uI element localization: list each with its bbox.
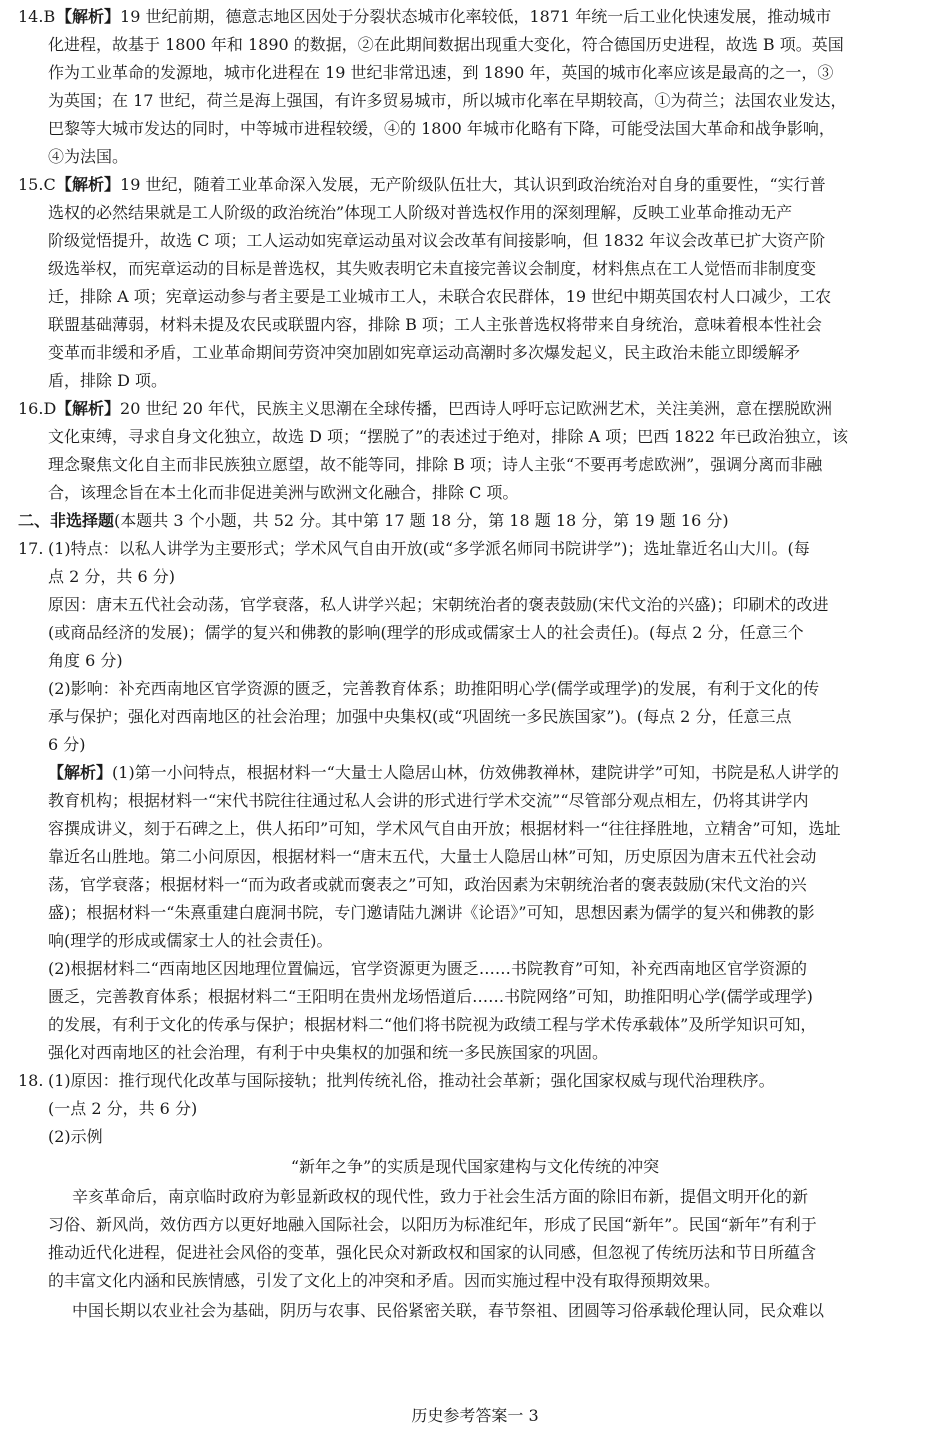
line-15-3 bbox=[0, 226, 950, 256]
line-18-2 bbox=[0, 1094, 950, 1124]
line-17-9 bbox=[0, 758, 950, 788]
line-text: 【解析】(1)第一小问特点，根据材料一“大量士人隐居山林，仿效佛教禅林，建院讲学”可知，书院是私人讲学的 bbox=[48, 763, 840, 782]
line-text: (1)原因：推行现代化改革与国际接轨；批判传统礼俗，推动社会革新；强化国家权威与现代治理秩序。 bbox=[48, 1071, 775, 1090]
line-text: 习俗、新风尚，效仿西方以更好地融入国际社会，以阳历为标准纪年，形成了民国“新年”。民国“新年”有利于 bbox=[48, 1215, 817, 1234]
line-17-8 bbox=[0, 730, 950, 760]
analysis-label: 【解析】 bbox=[56, 175, 121, 194]
line-17-2 bbox=[0, 562, 950, 592]
line-text: 点 2 分，共 6 分) bbox=[48, 567, 175, 586]
line-text: 变革而非缓和矛盾，工业革命期间劳资冲突加剧如宪章运动高潮时多次爆发起义，民主政治未能立即缓解矛 bbox=[48, 343, 801, 362]
line-text: 推动近代化进程，促进社会风俗的变革，强化民众对新政权和国家的认同感，但忽视了传统历法和节日所蕴含 bbox=[48, 1243, 817, 1262]
line-18-3 bbox=[0, 1122, 950, 1152]
line-text: 匮乏，完善教育体系；根据材料二“王阳明在贵州龙场悟道后……书院网络”可知，助推阳明心学(儒学或理学) bbox=[48, 987, 813, 1006]
line-17-10 bbox=[0, 786, 950, 816]
essay-title-text: “新年之争”的实质是现代国家建构与文化传统的冲突 bbox=[290, 1157, 660, 1176]
question-number: 18. bbox=[18, 1071, 44, 1090]
line-text: 辛亥革命后，南京临时政府为彰显新政权的现代性，致力于社会生活方面的除旧布新，提倡文明开化的新 bbox=[72, 1187, 809, 1206]
line-text: (或商品经济的发展)；儒学的复兴和佛教的影响(理学的形成或儒家士人的社会责任)。(每点 2 分，任意三个 bbox=[48, 623, 804, 642]
analysis-label: 【解析】 bbox=[48, 763, 113, 782]
line-text: (1)特点：以私人讲学为主要形式；学术风气自由开放(或“多学派名师同书院讲学”)；选址靠近名山大川。(每 bbox=[48, 539, 810, 558]
analysis-label: 【解析】 bbox=[56, 7, 121, 26]
line-17-14 bbox=[0, 898, 950, 928]
line-text: 阶级觉悟提升，故选 C 项；工人运动如宪章运动虽对议会改革有间接影响，但 1832 年议会改革已扩大资产阶 bbox=[48, 231, 826, 250]
line-text: 为英国；在 17 世纪，荷兰是海上强国，有许多贸易城市，所以城市化率在早期较高，①为荷兰；法国农业发达， bbox=[48, 91, 847, 110]
line-text: 化进程，故基于 1800 年和 1890 的数据，②在此期间数据出现重大变化，符合德国历史进程，故选 B 项。英国 bbox=[48, 35, 844, 54]
line-18-8 bbox=[0, 1266, 950, 1296]
line-15-4 bbox=[0, 254, 950, 284]
line-text: 荡，官学衰落；根据材料一“而为政者或就而褒表之”可知，政治因素为宋朝统治者的褒表鼓励(宋代文治的兴 bbox=[48, 875, 807, 894]
line-16-3 bbox=[0, 450, 950, 480]
line-17-5 bbox=[0, 646, 950, 676]
line-text: 二、非选择题(本题共 3 个小题，共 52 分。其中第 17 题 18 分，第 18 题 18 分，第 19 题 16 分) bbox=[18, 511, 729, 530]
line-18-1 bbox=[0, 1066, 950, 1096]
line-text: 【解析】20 世纪 20 年代，民族主义思潮在全球传播，巴西诗人呼吁忘记欧洲艺术，关注美洲，意在摆脱欧洲 bbox=[56, 399, 832, 418]
line-17-3 bbox=[0, 590, 950, 620]
line-17-12 bbox=[0, 842, 950, 872]
line-text: 强化对西南地区的社会治理，有利于中央集权的加强和统一多民族国家的巩固。 bbox=[48, 1043, 609, 1062]
line-text: 级选举权，而宪章运动的目标是普选权，其失败表明它未直接完善议会制度，材料焦点在工人觉悟而非制度变 bbox=[48, 259, 817, 278]
line-15-8 bbox=[0, 366, 950, 396]
essay-title bbox=[0, 1152, 950, 1182]
line-text: 容撰成讲义，刻于石碑之上，供人拓印”可知，学术风气自由开放；根据材料一“往往择胜地，立精舍”可知，选址 bbox=[48, 819, 841, 838]
line-18-7 bbox=[0, 1238, 950, 1268]
line-text: 【解析】19 世纪前期，德意志地区因处于分裂状态城市化率较低，1871 年统一后工业化快速发展，推动城市 bbox=[56, 7, 832, 26]
question-number: 15.C bbox=[18, 175, 56, 194]
line-text: 作为工业革命的发源地，城市化进程在 19 世纪非常迅速，到 1890 年，英国的城市化率应该是最高的之一，③ bbox=[48, 63, 834, 82]
question-number: 16.D bbox=[18, 399, 57, 418]
line-14-6 bbox=[0, 142, 950, 172]
line-15-7 bbox=[0, 338, 950, 368]
line-text: (2)示例 bbox=[48, 1127, 103, 1146]
line-text: (2)根据材料二“西南地区因地理位置偏远，官学资源更为匮乏……书院教育”可知，补充西南地区官学资源的 bbox=[48, 959, 808, 978]
question-number: 17. bbox=[18, 539, 44, 558]
line-text: 承与保护；强化对西南地区的社会治理；加强中央集权(或“巩固统一多民族国家”)。(每点 2 分，任意三点 bbox=[48, 707, 792, 726]
line-text: 合，该理念旨在本土化而非促进美洲与欧洲文化融合，排除 C 项。 bbox=[48, 483, 519, 502]
line-17-18 bbox=[0, 1010, 950, 1040]
line-text: ④为法国。 bbox=[48, 147, 129, 166]
line-text: 的发展，有利于文化的传承与保护；根据材料二“他们将书院视为政绩工程与学术传承载体”及所学知识可知， bbox=[48, 1015, 817, 1034]
line-15-5 bbox=[0, 282, 950, 312]
analysis-label: 【解析】 bbox=[56, 399, 121, 418]
line-18-9 bbox=[0, 1296, 950, 1326]
line-17-17 bbox=[0, 982, 950, 1012]
line-14-3 bbox=[0, 58, 950, 88]
line-17-15 bbox=[0, 926, 950, 956]
line-18-5 bbox=[0, 1182, 950, 1212]
line-text: 迁，排除 A 项；宪章运动参与者主要是工业城市工人，未联合农民群体，19 世纪中期英国农村人口减少，工农 bbox=[48, 287, 832, 306]
line-17-19 bbox=[0, 1038, 950, 1068]
question-number: 14.B bbox=[18, 7, 56, 26]
line-text: 联盟基础薄弱，材料未提及农民或联盟内容，排除 B 项；工人主张普选权将带来自身统治，意味着根本性社会 bbox=[48, 315, 822, 334]
line-text: 靠近名山胜地。第二小问原因，根据材料一“唐末五代，大量士人隐居山林”可知，历史原因为唐末五代社会动 bbox=[48, 847, 817, 866]
line-text: 选权的必然结果就是工人阶级的政治统治”体现工人阶级对普选权作用的深刻理解，反映工业革命推动无产 bbox=[48, 203, 793, 222]
line-17-11 bbox=[0, 814, 950, 844]
line-17-4 bbox=[0, 618, 950, 648]
line-15-2 bbox=[0, 198, 950, 228]
line-text: 响(理学的形成或儒家士人的社会责任)。 bbox=[48, 931, 333, 950]
line-15-6 bbox=[0, 310, 950, 340]
line-16-2 bbox=[0, 422, 950, 452]
line-16-4 bbox=[0, 478, 950, 508]
line-text: 理念聚焦文化自主而非民族独立愿望，故不能等同，排除 B 项；诗人主张“不要再考虑欧洲”，强调分离而非融 bbox=[48, 455, 823, 474]
line-text: 的丰富文化内涵和民族情感，引发了文化上的冲突和矛盾。因而实施过程中没有取得预期效果。 bbox=[48, 1271, 721, 1290]
line-15-1 bbox=[0, 170, 950, 200]
line-text: 文化束缚，寻求自身文化独立，故选 D 项；“摆脱了”的表述过于绝对，排除 A 项；巴西 1822 年已政治独立，该 bbox=[48, 427, 848, 446]
line-17-13 bbox=[0, 870, 950, 900]
line-14-5 bbox=[0, 114, 950, 144]
line-text: 角度 6 分) bbox=[48, 651, 123, 670]
page-footer: 历史参考答案一 3 bbox=[411, 1406, 539, 1425]
line-text: 盾，排除 D 项。 bbox=[48, 371, 168, 390]
line-text: 中国长期以农业社会为基础，阴历与农事、民俗紧密关联，春节祭祖、团圆等习俗承载伦理认同，民众难以 bbox=[72, 1301, 825, 1320]
line-14-4 bbox=[0, 86, 950, 116]
section-heading bbox=[0, 506, 950, 536]
section-title: 二、非选择题 bbox=[18, 511, 115, 530]
line-text: 盛)；根据材料一“朱熹重建白鹿洞书院，专门邀请陆九渊讲《论语》”可知，思想因素为儒学的复兴和佛教的影 bbox=[48, 903, 815, 922]
line-17-7 bbox=[0, 702, 950, 732]
line-17-16 bbox=[0, 954, 950, 984]
line-text: 6 分) bbox=[48, 735, 86, 754]
line-17-1 bbox=[0, 534, 950, 564]
line-14-2 bbox=[0, 30, 950, 60]
line-text: (2)影响：补充西南地区官学资源的匮乏，完善教育体系；助推阳明心学(儒学或理学)的发展，有利于文化的传 bbox=[48, 679, 820, 698]
line-16-1 bbox=[0, 394, 950, 424]
line-text: 巴黎等大城市发达的同时，中等城市进程较缓，④的 1800 年城市化略有下降，可能受法国大革命和战争影响， bbox=[48, 119, 835, 138]
line-text: 【解析】19 世纪，随着工业革命深入发展，无产阶级队伍壮大，其认识到政治统治对自身的重要性，“实行普 bbox=[56, 175, 826, 194]
line-text: 原因：唐末五代社会动荡，官学衰落，私人讲学兴起；宋朝统治者的褒表鼓励(宋代文治的兴盛)；印刷术的改进 bbox=[48, 595, 829, 614]
line-17-6 bbox=[0, 674, 950, 704]
line-text: (一点 2 分，共 6 分) bbox=[48, 1099, 198, 1118]
line-14-1 bbox=[0, 2, 950, 32]
line-text: 教育机构；根据材料一“宋代书院往往通过私人会讲的形式进行学术交流”“尽管部分观点相左，仍将其讲学内 bbox=[48, 791, 809, 810]
line-18-6 bbox=[0, 1210, 950, 1240]
